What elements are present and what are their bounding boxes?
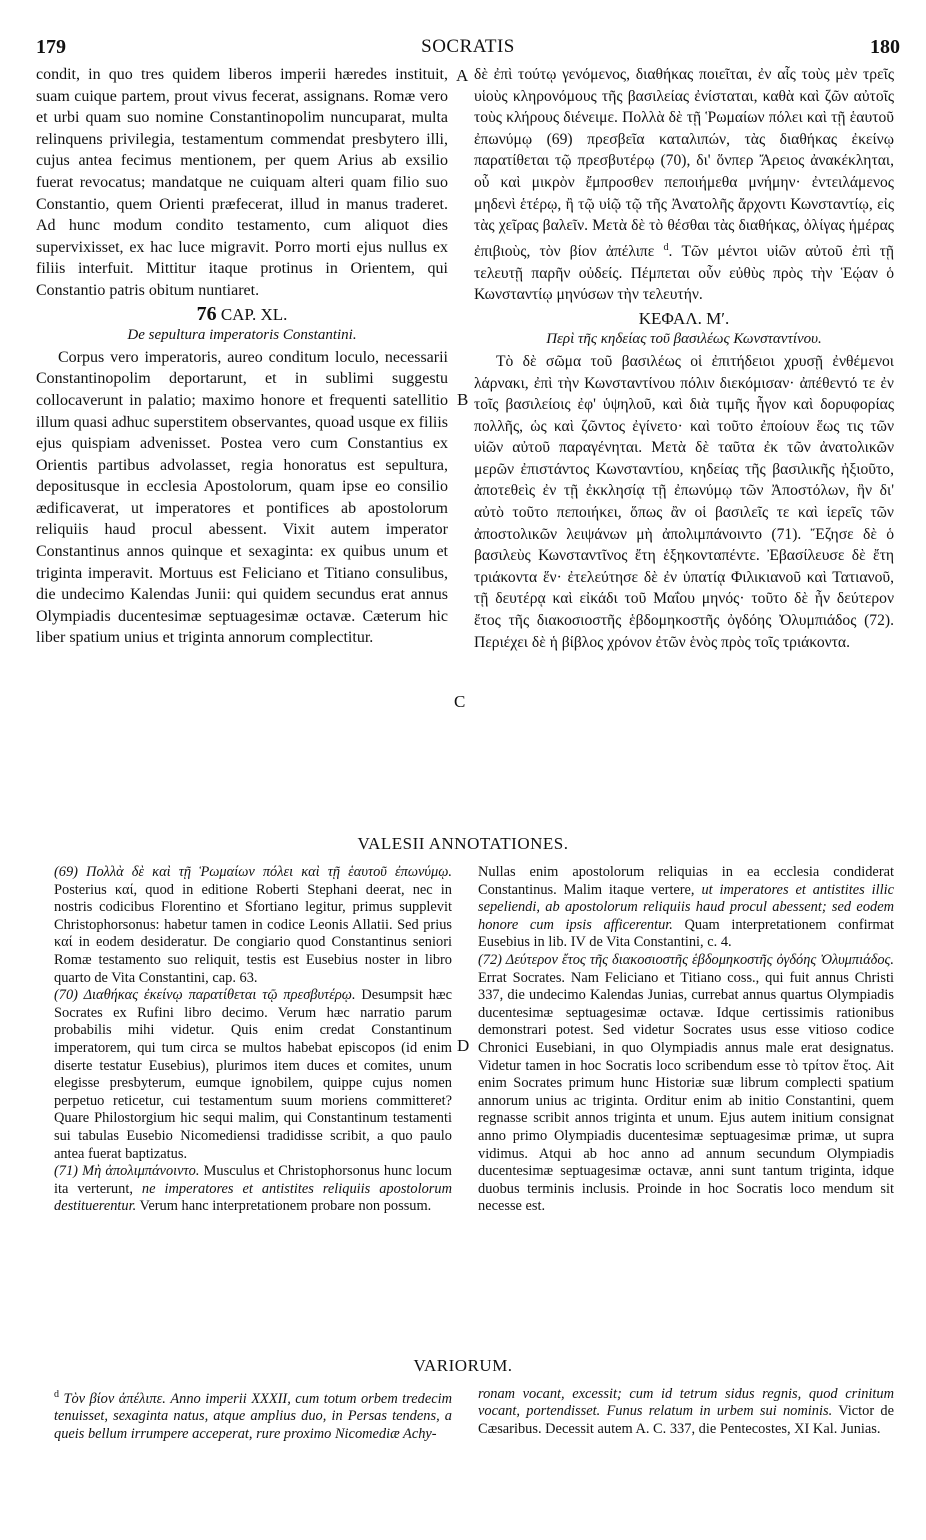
- variorum-title: VARIORUM.: [413, 1356, 513, 1375]
- note-69-lemma: (69) Πολλὰ δὲ καὶ τῇ Ῥωμαίων πόλει καὶ τῇ ἑαυτοῦ ἐπωνύμῳ.: [54, 864, 452, 880]
- note-72-lemma: (72) Δεύτερον ἔτος τῆς διακοσιοστῆς ἑβδομηκοστῆς ὀγδόης Ὀλυμπιάδος.: [478, 951, 894, 968]
- greek-column: [474, 64, 894, 653]
- greek-paragraph-2: Τὸ δὲ σῶμα τοῦ βασιλέως οἱ ἐπιτήδειοι χρυσῇ ἐνθέμενοι λάρνακι, ἐπὶ τὴν Κωνσταντίνου πόλιν διεκόμισαν· ἀπέθεντό τε ἐν τοῖς βασιλείοις ἐφ' ὑψηλοῦ, καὶ διὰ τιμῆς ἦγον καὶ δορυφορίας πολλῆς, ὡς καὶ ζῶντος ἐγίνετο· καὶ τοῦτο ἐποίουν ἕως τις τῶν υἱῶν αὐτοῦ παραγένηται. Μετὰ δὲ ταῦτα ἐκ τῶν ἀνατολικῶν μερῶν ἐπιστάντος Κωνσταντίου, κηδείας τῆς βασιλικῆς ἠξιοῦτο, ἀποτεθεὶς ἐν τῇ ἐκκλησίᾳ τῇ ἐπωνύμῳ τῶν Ἀποστόλων, ἣν δι' αὐτὸ τοῦτο πεποιήκει, ὅπως ἂν οἱ βασιλεῖς τε καὶ ἱερεῖς τῶν ἀποστολικῶν λειψάνων μὴ ἀπολιμπάνοιντο (71). Ἔζησε δὲ ὁ βασιλεὺς Κωνσταντῖνος ἔτη ἑξηκονταπέντε. Ἐβασίλευσε δὲ ἔτη τριάκοντα ἕν· ἐτελεύτησε δὲ ἐν ὑπατίᾳ Φιλικιανοῦ καὶ Τατιανοῦ, τῇ δευτέρᾳ καὶ εἰκάδι τοῦ Μαΐου μηνός· τοῦτο δὲ ἦν δεύτερον ἔτος τῆς διακοσιοστῆς ἑβδομηκοστῆς ὀγδόης Ὀλυμπιάδος (72). Περιέχει δὲ ἡ βίβλος χρόνον ἐτῶν ἑνὸς πρὸς τοῖς τριάκοντα.: [474, 352, 894, 651]
- annotations-left-column: [54, 864, 452, 1216]
- greek-chapter-subtitle: Περὶ τῆς κηδείας τοῦ βασιλέως Κωνσταντίνου.: [546, 331, 822, 348]
- latin-paragraph-1: condit, in quo tres quidem liberos imperii hæredes instituit, suam cuique partem, prout vivus fecerat, assignans. Romæ vero et urbi quam suo nomine Constantinopolim nuncuparat, multa relinquens privilegia, testamentum commendat presbytero illi, cujus antea fecimus mentionem, per quem Arius ab exsilio fuerat revocatus; mandatque ne cuiquam alteri quam filio suo Constantio, quem Orienti præfecerat, illud in manus traderet. Ad hunc modum condito testamento, cum aliquot dies supervixisset, ex hac luce migravit. Porro morti ejus nullus ex filiis interfuit. Mittitur itaque protinus in Orientem, qui Constantio patris obitum nuntiaret.: [36, 66, 448, 299]
- margin-marker-d: D: [457, 1036, 470, 1055]
- running-header: [36, 36, 900, 62]
- note-71-continued: [478, 864, 894, 952]
- annotations-right-column: [478, 864, 894, 1216]
- greek-paragraph-1-part-a: δὲ ἐπὶ τούτῳ γενόμενος, διαθήκας ποιεῖται, ἐν αἷς τοὺς μὲν τρεῖς υἱοὺς κληρονόμους τῆς βασιλείας ἐνίσταται, καθὰ καὶ ζῶν αὐτοῖς τοὺς κλήρους διένειμε. Πολλὰ δὲ τῇ Ῥωμαίων πόλει καὶ τῇ ἑαυτοῦ ἐπωνύμῳ (69) πρεσβεῖα καταλιπών, τὰς διαθήκας ἐκείνῳ παρατίθεται τῷ πρεσβυτέρῳ (70), δι' ὅνπερ Ἄρειος ἀνακέκληται, οὗ καὶ μικρὸν ἔμπροσθεν πεποιήμεθα μνήμην· ἐντειλάμενος μηδενὶ ἑτέρῳ, ἢ τῷ υἱῷ τῷ τῆς Ἀνατολῆς ἄρχοντι Κωνσταντίῳ, εἰς τὰς χεῖρας βαλεῖν. Μετὰ δὲ τὸ θέσθαι τὰς διαθήκας, ὀλίγας ἡμέρας ἐπιβιοὺς, τὸν βίον ἀπέλιπε: [474, 66, 894, 260]
- note-71-text-b: Verum hanc interpretationem probare non possum.: [136, 1198, 432, 1215]
- latin-column: [36, 64, 448, 649]
- latin-paragraph-2: Corpus vero imperatoris, aureo conditum loculo, necessarii Constantinopolim deportarunt, et in sublimi suggestu collocaverunt in palatio; maximo honore et frequenti satellitio illum quasi adhuc superstitem observantes, quoad usque ex filiis ejus quispiam advenisset. Postea vero cum Constantius ex Orientis partibus advolasset, regia honoratus est sepultura, depositusque in ecclesia Apostolorum, quam ipse eo consilio ædificaverat, ut imperatores et pontifices ab apostolorum reliquiis haud procul abessent. Vixit autem imperator Constantinus annos quinque et sexaginta: ex quibus unum et triginta imperavit. Mortuus est Feliciano et Titiano consulibus, die undecimo Kalendas Junii: qui quidem secundus erat annus Olympiadis ducentesimæ septuagesimæ octavæ. Cæterum hic liber spatium unius et triginta annorum complectitur.: [36, 348, 448, 647]
- margin-marker-b: B: [457, 390, 469, 409]
- note-69-text: Posterius καί, quod in editione Roberti Stephani deerat, nec in nostris codicibus Florentino et Sfortiano legitur, primus supplevit Christophorsonus: habetur tamen in codice Leonis Allatii. Sed prius καί in eodem desideratur. De congiario quod Constantinus seniori Romæ testamento suo reliquit, testis est Eusebius noster in libro quarto de Vita Constantini, cap. 63.: [54, 881, 452, 986]
- variorum-right-column: [478, 1386, 894, 1438]
- latin-chapter-heading: [36, 304, 448, 326]
- margin-marker-c: C: [454, 692, 466, 711]
- variorum-note-marker: d: [54, 1389, 59, 1400]
- note-70: [54, 987, 452, 1163]
- note-71-cont-a: Nullas enim apostolorum reliquias in ea ecclesia condiderat Constantinus. Malim itaque vertere,: [478, 864, 894, 898]
- margin-marker-a: A: [456, 66, 469, 85]
- variorum-note-d: [54, 1386, 452, 1443]
- latin-chapter-subtitle: De sepultura imperatoris Constantini.: [127, 327, 357, 344]
- note-71-cont-italic: ut imperatores et antistites illic sepeliendi, ab apostolorum reliquiis haud procul abessent; sed eodem honore cum ipsis afficerentur.: [478, 881, 894, 933]
- note-71-text-a: Musculus et Christophorsonus hunc locum ita verterunt,: [54, 1163, 452, 1197]
- chapter-marginal-number: 76: [196, 302, 217, 325]
- greek-paragraph-1-part-b: . Τῶν μέντοι υἱῶν αὐτοῦ ἐπὶ τῇ τελευτῇ παρῆν οὐδείς. Πέμπεται οὖν εὐθὺς πρὸς τὴν Ἑῴαν ὁ Κωνσταντίῳ μηνύσων τὴν τελευτήν.: [474, 242, 894, 304]
- variorum-lemma: Τὸν βίον ἀπέλιπε.: [59, 1390, 166, 1407]
- page-number-right: 180: [870, 36, 900, 58]
- note-71: [54, 1163, 452, 1216]
- note-70-lemma: (70) Διαθήκας ἐκείνῳ παρατίθεται τῷ πρεσβυτέρῳ.: [54, 987, 356, 1004]
- note-71-cont-b: Quam interpretationem confirmat Eusebius in lib. IV de Vita Constantini, c. 4.: [478, 916, 894, 951]
- note-72-text: Errat Socrates. Nam Feliciano et Titiano coss., qui fuit annus Christi 337, die undecimo Kalendas Junias, currebat annus quartus Olympiadis ducentesimæ septuagesimæ octavæ. Idque certissimis rationibus demonstrari potest. Sed videtur Socrates usus esse vitioso codice Chronici Eusebiani, in quo Olympiadis annus male erat designatus. Videtur tamen in hoc Socratis loco scribendum esse τὸ τρίτον ἔτος. Ait enim Socrates primum hunc Historiæ suæ librum complecti spatium annorum unius ac triginta. Orditur enim ab initio Constantini, quem regnasse scribit annos triginta et unum. Ejus autem initium consignat anno primo Olympiadis ducentesimæ septuagesimæ primæ, ut supra vidimus. Atqui ab hoc anno ad annum secundum Olympiadis ducentesimæ septuagesimæ octavæ, anni sunt tantum triginta, idque duobus terminis inclusis. Proinde in hoc Socratis loco mendum sit necesse est.: [478, 969, 894, 1215]
- variorum-right-italic: ronam vocant, excessit; cum id tetrum sidus regnis, quod crinitum vocant, portendisset. Funus relatum in urbem sui nominis.: [478, 1386, 894, 1420]
- greek-chapter-heading: ΚΕΦΑΛ. Μʹ.: [638, 308, 730, 328]
- page-number-left: 179: [36, 36, 66, 58]
- valesii-annotations-title: VALESII ANNOTATIONES.: [357, 834, 569, 853]
- variorum-note-d-continued: [478, 1386, 894, 1438]
- variorum-left-column: [54, 1386, 452, 1443]
- note-71-italic: ne imperatores et antistites reliquiis apostolorum destituerentur.: [54, 1180, 452, 1215]
- latin-chapter-label: CAP. XL.: [220, 304, 288, 324]
- note-70-text: Desumpsit hæc Socrates ex Rufini libro decimo. Verum hæc narratio parum probabilis mihi videtur. Quis enim credat Constantinum imperatorem, qui tum circa se multos habebat episcopos (id enim diserte testatur Eusebius), plurimos item duces et comites, unum elegisse presbyterum, eumque ignobilem, quippe cujus nomen perpetuo reticetur, cui testamentum suum moriens committeret? Quare Philostorgium hic sequi malim, qui Constantinum testamenti sui tabulas Eusebio Nicomediensi tradidisse scribit, a quo paulo antea fuerat baptizatus.: [54, 987, 452, 1162]
- footnote-ref-d: d: [663, 241, 669, 253]
- running-title: SOCRATIS: [421, 36, 515, 57]
- note-71-lemma: (71) Μὴ ἀπολιμπάνοιντο.: [54, 1163, 200, 1180]
- note-72: [478, 952, 894, 1216]
- variorum-left-text: Anno imperii XXXII, cum totum orbem tredecim tenuisset, sexaginta natus, atque amplius duo, in Persas tendens, a queis bellum irrumpere acceperat, rure proximo Nicomediæ Achy-: [54, 1390, 452, 1442]
- greek-paragraph-1: [474, 64, 894, 306]
- note-69: [54, 864, 452, 987]
- variorum-right-text: Victor de Cæsaribus. Decessit autem A. C. 337, die Pentecostes, XI Kal. Junias.: [478, 1403, 894, 1437]
